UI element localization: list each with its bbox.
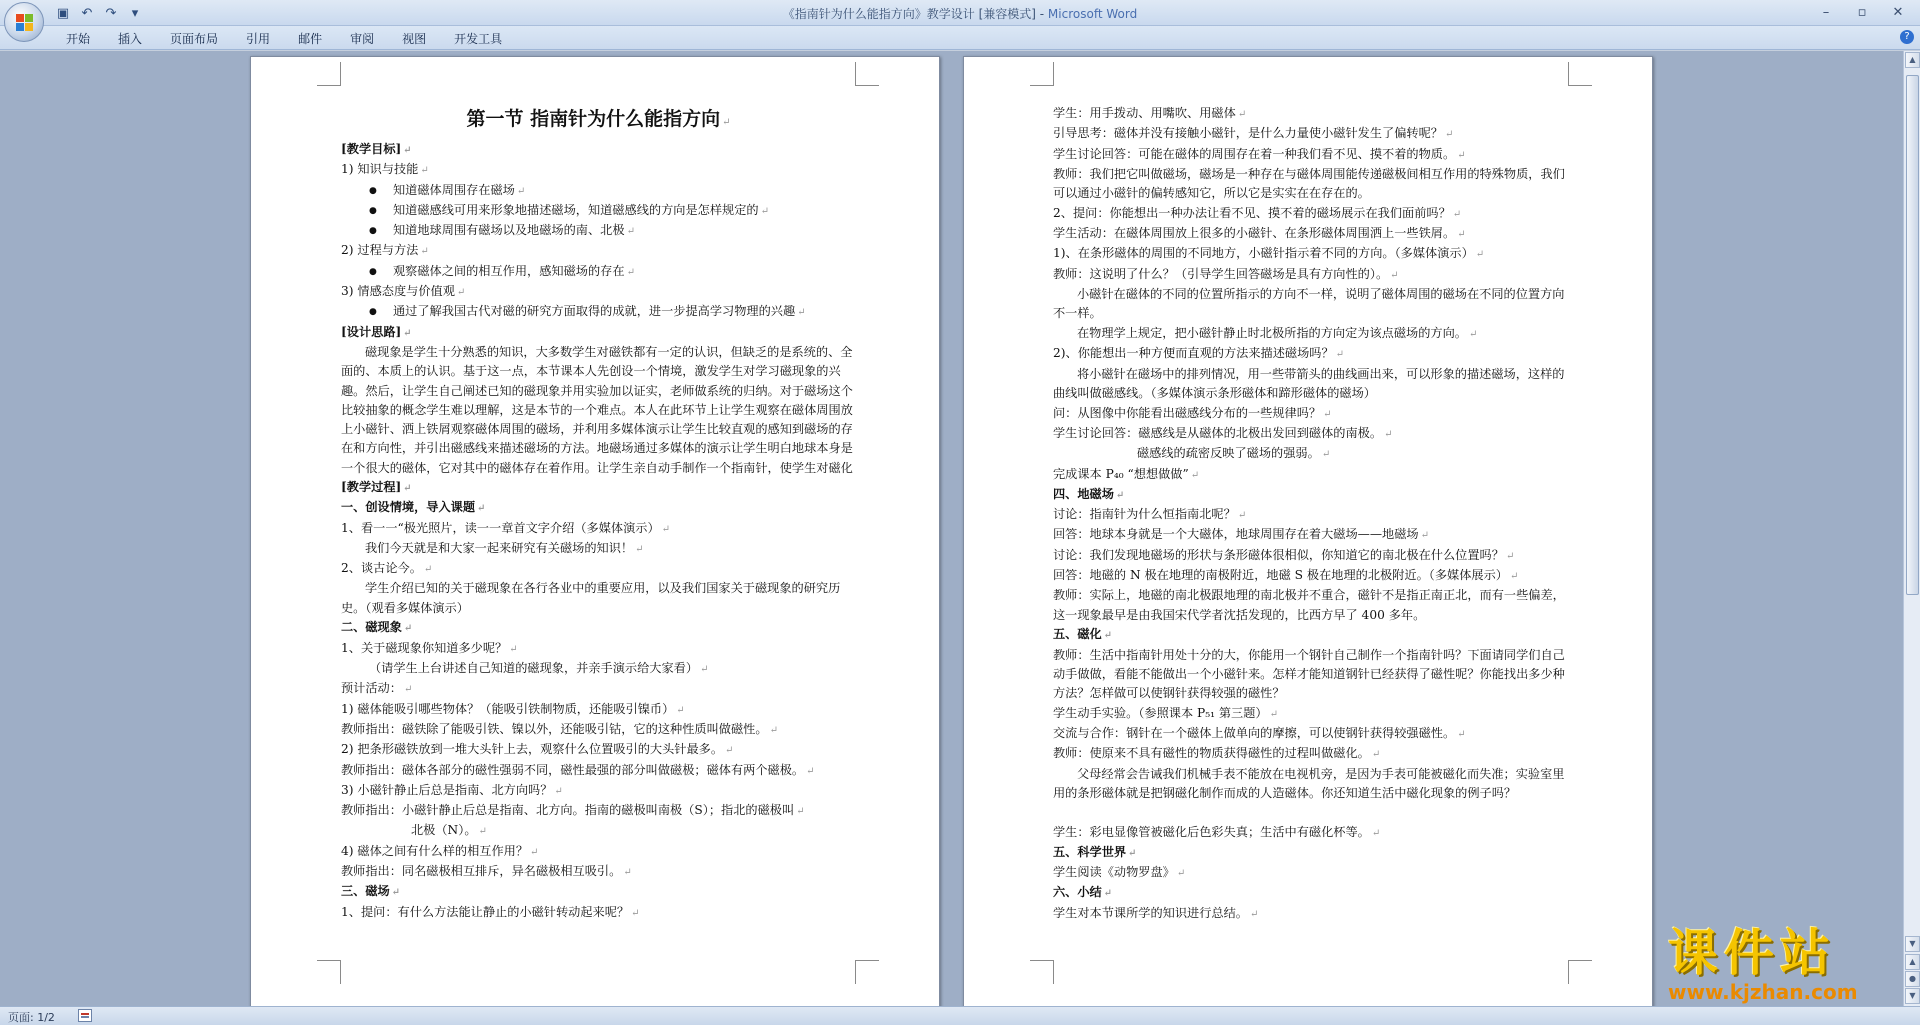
- paragraph-line: 在物理学上规定，把小磁针静止时北极所指的方向定为该点磁场的方向。 ↵: [1053, 324, 1573, 344]
- paragraph-line: 讨论：指南针为什么恒指南北呢？ ↵: [1053, 505, 1573, 525]
- bullet-item: ● 知道磁感线可用来形象地描述磁场，知道磁感线的方向是怎样规定的 ↵: [341, 201, 856, 221]
- section-heading: [设计思路] ↵: [341, 323, 856, 343]
- section-heading: [教学目标] ↵: [341, 140, 856, 160]
- list-item: 3) 情感态度与价值观 ↵: [341, 282, 856, 302]
- list-item: 4) 磁体之间有什么样的相互作用？ ↵: [341, 842, 856, 862]
- tab-mailings[interactable]: 邮件: [298, 32, 323, 46]
- watermark-title: 课件站: [1668, 924, 1836, 982]
- margin-corner-mark: [1030, 960, 1054, 984]
- bullet-item: ● 知道磁体周围存在磁场 ↵: [341, 181, 856, 201]
- watermark-url: www.kjzhan.com: [1668, 980, 1858, 1004]
- tab-view[interactable]: 视图: [402, 32, 427, 46]
- page-1-text[interactable]: [341, 104, 856, 923]
- paragraph: 教师：生活中指南针用处十分的大，你能用一个钢针自己制作一个指南针吗？下面请同学们自己动手做做，看能不能做出一个小磁针来。怎样才能知道钢针已经获得了磁性呢？你能找出多少种方法？怎样做可以使钢针获得较强的磁性？: [1053, 647, 1565, 701]
- paragraph-line: 1、提问：有什么方法能让静止的小磁针转动起来呢？ ↵: [341, 903, 856, 923]
- list-item: 1) 磁体能吸引哪些物体？（能吸引铁制物质，还能吸引镍币） ↵: [341, 700, 856, 720]
- paragraph: 教师：我们把它叫做磁场，磁场是一种存在与磁体周围能传递磁极间相互作用的特殊物质，我们可以通过小磁针的偏转感知它，所以它是实实在在存在的。: [1053, 166, 1565, 201]
- section-heading: 五、磁化 ↵: [1053, 625, 1573, 645]
- paragraph-line: 1、关于磁现象你知道多少呢？ ↵: [341, 639, 856, 659]
- paragraph-line: 我们今天就是和大家一起来研究有关磁场的知识！ ↵: [341, 539, 856, 559]
- paragraph-line: 教师指出：磁体各部分的磁性强弱不同，磁性最强的部分叫做磁极；磁体有两个磁极。 ↵: [341, 761, 856, 781]
- status-bar: [0, 1006, 1920, 1025]
- paragraph-line: 完成课本 P₄₀ “想想做做” ↵: [1053, 465, 1573, 485]
- tab-developer[interactable]: 开发工具: [454, 32, 503, 46]
- office-logo-icon: [16, 14, 34, 32]
- tab-insert[interactable]: 插入: [118, 32, 143, 46]
- tab-page-layout[interactable]: 页面布局: [170, 32, 219, 46]
- paragraph-line: 2、提问：你能想出一种办法让看不见、摸不着的磁场展示在我们面前吗？ ↵: [1053, 204, 1573, 224]
- paragraph-line: 教师：使原来不具有磁性的物质获得磁性的过程叫做磁化。 ↵: [1053, 744, 1573, 764]
- section-heading: 一、创设情境，导入课题 ↵: [341, 498, 856, 518]
- list-item: 2) 把条形磁铁放到一堆大头针上去，观察什么位置吸引的大头针最多。 ↵: [341, 740, 856, 760]
- list-item: 2) 过程与方法 ↵: [341, 241, 856, 261]
- margin-corner-mark: [855, 62, 879, 86]
- paragraph-line: 教师：这说明了什么？（引导学生回答磁场是具有方向性的）。 ↵: [1053, 265, 1573, 285]
- paragraph-line: 1、看一一“极光照片，读一一章首文字介绍（多媒体演示） ↵: [341, 519, 856, 539]
- paragraph: 小磁针在磁体的不同的位置所指示的方向不一样，说明了磁体周围的磁场在不同的位置方向不一样。: [1053, 287, 1565, 321]
- close-icon[interactable]: ✕: [1892, 4, 1904, 20]
- tab-review[interactable]: 审阅: [350, 32, 375, 46]
- redo-icon[interactable]: ↷: [105, 5, 117, 21]
- window-controls: [1812, 3, 1912, 21]
- bullet-item: ● 观察磁体之间的相互作用，感知磁场的存在 ↵: [341, 262, 856, 282]
- paragraph: 教师：实际上，地磁的南北极跟地理的南北极并不重合，磁针不是指正南正北，而有一些偏差，这一现象最早是由我国宋代学者沈括发现的，比西方早了 400 多年。: [1053, 588, 1565, 622]
- section-heading: 六、小结 ↵: [1053, 883, 1573, 903]
- paragraph-line: 交流与合作：钢针在一个磁体上做单向的摩擦，可以使钢针获得较强磁性。 ↵: [1053, 724, 1573, 744]
- help-icon[interactable]: ?: [1900, 30, 1914, 44]
- paragraph: 学生介绍已知的关于磁现象在各行各业中的重要应用，以及我们国家关于磁现象的研究历史。（观看多媒体演示）: [341, 581, 841, 615]
- section-heading: [教学过程] ↵: [341, 478, 856, 498]
- paragraph-line: 讨论：我们发现地磁场的形状与条形磁体很相似，你知道它的南北极在什么位置吗？ ↵: [1053, 546, 1573, 566]
- section-heading: 四、地磁场 ↵: [1053, 485, 1573, 505]
- paragraph-line: 教师指出：小磁针静止后总是指南、北方向。指南的磁极叫南极（S）；指北的磁极叫 ↵: [341, 801, 856, 821]
- minimize-icon[interactable]: –: [1822, 4, 1830, 20]
- bullet-item: ● 通过了解我国古代对磁的研究方面取得的成就，进一步提高学习物理的兴趣 ↵: [341, 302, 856, 322]
- document-page-2[interactable]: [963, 56, 1653, 1006]
- paragraph-line: 磁感线的疏密反映了磁场的强弱。 ↵: [1053, 444, 1573, 464]
- paragraph-line: 学生讨论回答：磁感线是从磁体的北极出发回到磁体的南极。 ↵: [1053, 424, 1573, 444]
- section-heading: 三、磁场 ↵: [341, 882, 856, 902]
- next-page-icon[interactable]: ▼: [1905, 988, 1920, 1004]
- paragraph-line: 学生讨论回答：可能在磁体的周围存在着一种我们看不见、摸不着的物质。 ↵: [1053, 145, 1573, 165]
- paragraph-line: 学生对本节课所学的知识进行总结。 ↵: [1053, 904, 1573, 924]
- document-title: 第一节 指南针为什么能指方向 ↵: [341, 104, 856, 138]
- page-2-text[interactable]: [1053, 104, 1573, 924]
- tab-home[interactable]: 开始: [66, 32, 91, 46]
- ribbon-tab-bar: [0, 26, 1920, 50]
- paragraph: 父母经常会告诫我们机械手表不能放在电视机旁，是因为手表可能被磁化而失准；实验室里用的条形磁体就是把钢磁化制作而成的人造磁体。你还知道生活中磁化现象的例子吗？: [1053, 766, 1565, 800]
- section-heading: 五、科学世界 ↵: [1053, 843, 1573, 863]
- margin-corner-mark: [1568, 62, 1592, 86]
- margin-corner-mark: [317, 960, 341, 984]
- page-number-indicator[interactable]: 页面: 1/2: [8, 1011, 55, 1024]
- paragraph-line: 北极（N）。 ↵: [341, 821, 856, 841]
- margin-corner-mark: [855, 960, 879, 984]
- proofing-status-icon[interactable]: [78, 1009, 92, 1022]
- site-watermark-logo: [1668, 925, 1898, 1003]
- select-browse-object-icon[interactable]: ●: [1905, 971, 1920, 987]
- margin-corner-mark: [1030, 62, 1054, 86]
- paragraph-line: 学生动手实验。（参照课本 P₅₁ 第三题） ↵: [1053, 704, 1573, 724]
- paragraph-line: 预计活动： ↵: [341, 679, 856, 699]
- margin-corner-mark: [317, 62, 341, 86]
- paragraph-line: 学生阅读《动物罗盘》 ↵: [1053, 863, 1573, 883]
- title-bar: [0, 0, 1920, 26]
- customize-qat-icon[interactable]: ▾: [131, 5, 139, 21]
- paragraph-line: 学生：彩电显像管被磁化后色彩失真；生活中有磁化杯等。 ↵: [1053, 823, 1573, 843]
- vertical-scrollbar[interactable]: [1903, 51, 1920, 1006]
- scrollbar-thumb[interactable]: [1906, 75, 1919, 595]
- scroll-down-icon[interactable]: ▼: [1905, 936, 1920, 952]
- undo-icon[interactable]: ↶: [81, 5, 93, 21]
- paragraph-line: 教师指出：同名磁极相互排斥，异名磁极相互吸引。 ↵: [341, 862, 856, 882]
- paragraph-line: 1)、在条形磁体的周围的不同地方，小磁针指示着不同的方向。（多媒体演示） ↵: [1053, 244, 1573, 264]
- paragraph-line: 回答：地球本身就是一个大磁体，地球周围存在着大磁场——地磁场 ↵: [1053, 525, 1573, 545]
- paragraph-line: 学生：用手拨动、用嘴吹、用磁体 ↵: [1053, 104, 1573, 124]
- paragraph-line: 2)、你能想出一种方便而直观的方法来描述磁场吗？ ↵: [1053, 344, 1573, 364]
- maximize-icon[interactable]: ▫: [1857, 4, 1867, 20]
- paragraph-line: 教师指出：磁铁除了能吸引铁、镍以外，还能吸引钴，它的这种性质叫做磁性。 ↵: [341, 720, 856, 740]
- save-icon[interactable]: ▣: [56, 5, 70, 21]
- paragraph: 磁现象是学生十分熟悉的知识，大多数学生对磁铁都有一定的认识，但缺乏的是系统的、全面的、本质上的认识。基于这一点，本节课本人先创设一个情境，激发学生对学习磁现象的兴趣。然后，让学生自己阐述已知的磁现象并用实验加以证实，老师做系统的归纳。对于磁场这个比较抽象的概念学生难以理解，这是本节的一个难点。本人在此环节上让学生观察在磁体周围放上小磁针、洒上铁屑观察磁体周围的磁场，并利用多媒体演示让学生比较直观的感知到磁场的存在和方向性，并引出磁感线来描述磁场的方法。地磁场通过多媒体的演示让学生明白地球本身是一个很大的磁体，它对其中的磁体存在着作用。让学生亲自动手制作一个指南针，使学生对磁化: [341, 344, 853, 475]
- window-title-doc: 《指南针为什么能指方向》教学设计 [兼容模式] -: [782, 7, 1048, 21]
- window-title-app: Microsoft Word: [1047, 7, 1138, 21]
- paragraph-line: 2、谈古论今。 ↵: [341, 559, 856, 579]
- list-item: 1) 知识与技能 ↵: [341, 160, 856, 180]
- paragraph: 将小磁针在磁场中的排列情况，用一些带箭头的曲线画出来，可以形象的描述磁场，这样的曲线叫做磁感线。（多媒体演示条形磁体和蹄形磁体的磁场）: [1053, 366, 1565, 400]
- paragraph-line: （请学生上台讲述自己知道的磁现象，并亲手演示给大家看） ↵: [341, 659, 856, 679]
- document-page-1[interactable]: [250, 56, 940, 1006]
- scroll-up-icon[interactable]: ▲: [1905, 52, 1920, 68]
- office-button[interactable]: [4, 2, 44, 42]
- paragraph-line: 回答：地磁的 N 极在地理的南极附近，地磁 S 极在地理的北极附近。（多媒体展示） ↵: [1053, 566, 1573, 586]
- bullet-item: ● 知道地球周围有磁场以及地磁场的南、北极 ↵: [341, 221, 856, 241]
- window-title: [0, 5, 1920, 22]
- paragraph-line: 学生活动：在磁体周围放上很多的小磁针、在条形磁体周围洒上一些铁屑。 ↵: [1053, 224, 1573, 244]
- list-item: 3) 小磁针静止后总是指南、北方向吗？ ↵: [341, 781, 856, 801]
- paragraph-line: 问：从图像中你能看出磁感线分布的一些规律吗？ ↵: [1053, 404, 1573, 424]
- section-heading: 二、磁现象 ↵: [341, 618, 856, 638]
- tab-references[interactable]: 引用: [246, 32, 271, 46]
- previous-page-icon[interactable]: ▲: [1905, 954, 1920, 970]
- margin-corner-mark: [1568, 960, 1592, 984]
- document-area[interactable]: [0, 51, 1903, 1006]
- paragraph-line: 引导思考：磁体并没有接触小磁针，是什么力量使小磁针发生了偏转呢？ ↵: [1053, 124, 1573, 144]
